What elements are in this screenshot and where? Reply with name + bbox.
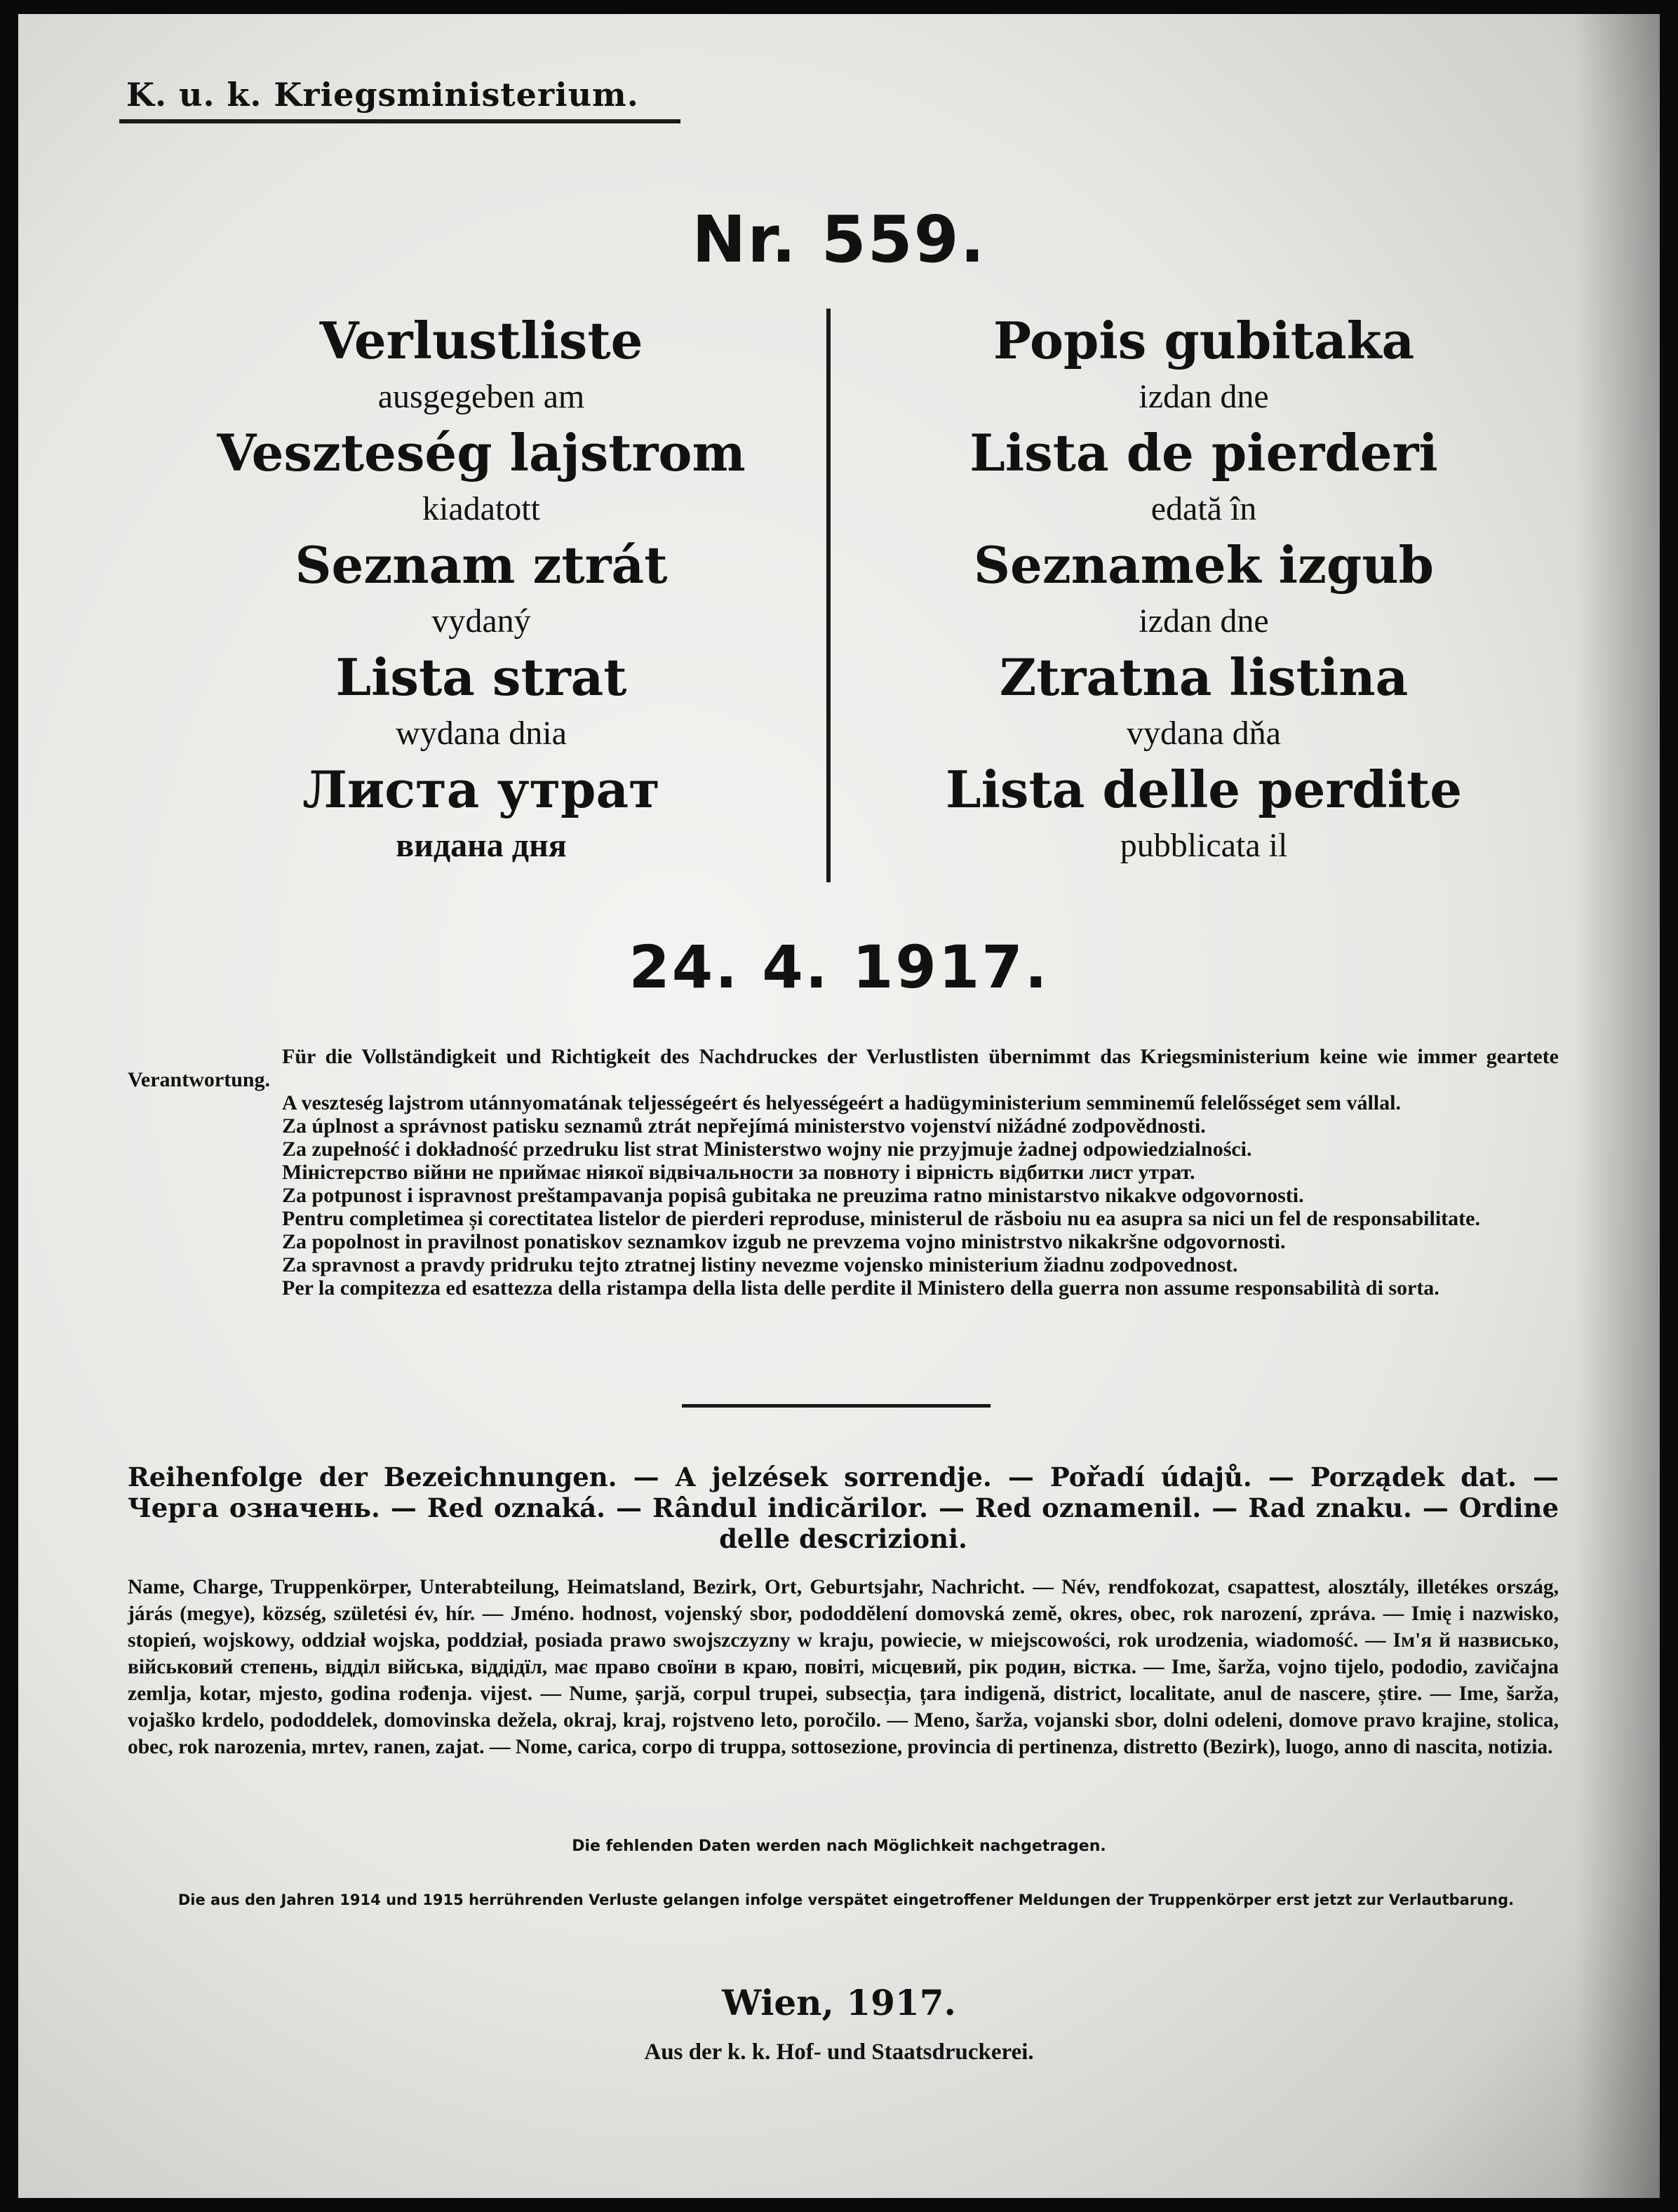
- subtitle-german: ausgegeben am: [377, 378, 585, 415]
- publication-date: 24. 4. 1917.: [629, 933, 1049, 1002]
- issue-number: Nr. 559.: [692, 202, 986, 277]
- disclaimer-paragraph: Per la compitezza ed esattezza della ristampa della lista delle perdite il Ministero della guerra non assume responsabilità di sorta.: [282, 1276, 1439, 1300]
- subtitle-czech: vydaný: [431, 602, 531, 640]
- disclaimer-paragraph: Za zupełność i dokładność przedruku list strat Ministerstwo wojny nie przyjmuje żadnej odpowiedzialności.: [282, 1138, 1252, 1161]
- title-polish: Lista strat: [335, 647, 627, 707]
- subtitle-romanian: edată în: [1150, 490, 1257, 527]
- disclaimer-paragraph: Za spravnost a pravdy pridruku tejto ztratnej listiny nevezme vojensko ministerium žiadnu zodpovednost.: [282, 1253, 1238, 1276]
- imprint-printer: Aus der k. k. Hof- und Staatsdruckerei.: [644, 2039, 1034, 2065]
- ministry-header: K. u. k. Kriegsministerium.: [126, 76, 639, 114]
- subtitle-slovenian: izdan dne: [1139, 602, 1269, 640]
- disclaimer-paragraph: Za potpunost i ispravnost preštampavanja popisâ gubitaka ne preuzima ratno ministarstvo nikakve odgovornosti.: [282, 1184, 1304, 1207]
- section-divider: [682, 1404, 991, 1408]
- subtitle-ruthenian: видана дня: [396, 827, 567, 864]
- delayed-losses-note: Die aus den Jahren 1914 und 1915 herrührenden Verluste gelangen infolge verspätet eingetroffener Meldungen der Truppenkörper erst jetzt zur Verlautbarung.: [177, 1891, 1515, 1908]
- disclaimer-block: [128, 1045, 1559, 1300]
- subtitle-polish: wydana dnia: [396, 715, 567, 752]
- disclaimer-paragraph: Za popolnost in pravilnost ponatiskov seznamkov izgub ne prevzema vojno ministrstvo nikakršne odgovornosti.: [282, 1230, 1286, 1253]
- column-divider: [826, 309, 831, 882]
- title-slovak: Ztratna listina: [999, 647, 1409, 707]
- title-slovenian: Seznamek izgub: [974, 535, 1434, 595]
- missing-data-note: Die fehlenden Daten werden nach Möglichkeit nachgetragen.: [572, 1837, 1106, 1855]
- document-page: [18, 14, 1660, 2198]
- header-underline: [119, 119, 680, 123]
- subtitle-slovak: vydana dňa: [1127, 715, 1281, 752]
- title-czech: Seznam ztrát: [295, 535, 668, 595]
- disclaimer-paragraph: Міністерство війни не приймає ніякої відвічальности за повноту і вірність відбитки лист утрат.: [282, 1161, 1195, 1184]
- titles-right-column: [853, 309, 1555, 870]
- disclaimer-paragraph: Für die Vollständigkeit und Richtigkeit des Nachdruckes der Verlustlisten übernimmt das Kriegsministerium keine wie immer geartete Verantwortung.: [128, 1045, 1559, 1091]
- subtitle-croatian: izdan dne: [1139, 378, 1269, 415]
- title-romanian: Lista de pierderi: [969, 423, 1438, 483]
- order-description: Name, Charge, Truppenkörper, Unterabteilung, Heimatsland, Bezirk, Ort, Geburtsjahr, Nachricht. — Név, rendfokozat, csapattest, alosztály, illetékes ország, járás (megye), község, születési év, hír. — Jméno. hodnost, vojenský sbor, pododdělení domovská země, okres, obec, rok narození, zpráva. — Imię i nazwisko, stopień, wojskowy, oddział wojska, poddział, posiada prawo swojszczyzny w kraju, powiecie, w miejscowości, rok urodzenia, wiadomość. — Ім'я й назвисько, військовий степень, відділ війська, віддідїл, має право своїни в краю, повіті, місцевий, рік родин, вістка. — Ime, šarža, vojno tijelo, pododio, zavičajna zemlja, kotar, mjesto, godina rođenja. vijest. — Nume, șarjă, corpul trupei, subsecția, țara indigenă, district, localitate, anul de nascere, știre. — Ime, šarža, vojaško krdelo, pododdelek, domovinska dežela, okraj, kraj, rojstveno leto, poročilo. — Meno, šarža, vojanski sbor, dolni odeleni, domove pravo krajine, stolica, obec, rok narozenia, mrtev, ranen, zajat. — Nome, carica, corpo di truppa, sottosezione, provincia di pertinenza, distretto (Bezirk), luogo, anno di nascita, notizia.: [128, 1576, 1559, 1758]
- title-hungarian: Veszteség lajstrom: [217, 423, 746, 483]
- title-german: Verlustliste: [319, 311, 643, 370]
- subtitle-hungarian: kiadatott: [422, 490, 540, 527]
- title-italian: Lista delle perdite: [945, 760, 1463, 819]
- imprint-place: Wien, 1917.: [722, 1982, 956, 2023]
- disclaimer-paragraph: A veszteség lajstrom utánnyomatának teljességeért és helyességeért a hadügyministerium semminemű felelősséget sem vállal.: [282, 1091, 1401, 1114]
- subtitle-italian: pubblicata il: [1120, 827, 1288, 864]
- order-heading: Reihenfolge der Bezeichnungen. — A jelzések sorrendje. — Pořadí údajů. — Porządek dat. — Черга означень. — Red oznaká. — Rândul indicărilor. — Red oznamenil. — Rad znaku. — Ordine delle descrizioni.: [128, 1462, 1559, 1554]
- titles-left-column: [130, 309, 832, 870]
- title-croatian: Popis gubitaka: [993, 311, 1415, 370]
- disclaimer-paragraph: Pentru completimea și corectitatea listelor de pierderi reproduse, ministerul de răsboiu nu ea asupra sa nici un fel de responsabilitate.: [282, 1207, 1480, 1230]
- title-ruthenian: Листа утрат: [302, 760, 660, 819]
- disclaimer-paragraph: Za úplnost a správnost patisku seznamů ztrát nepřejímá ministerstvo vojenství nižádné zodpovědnosti.: [282, 1114, 1206, 1138]
